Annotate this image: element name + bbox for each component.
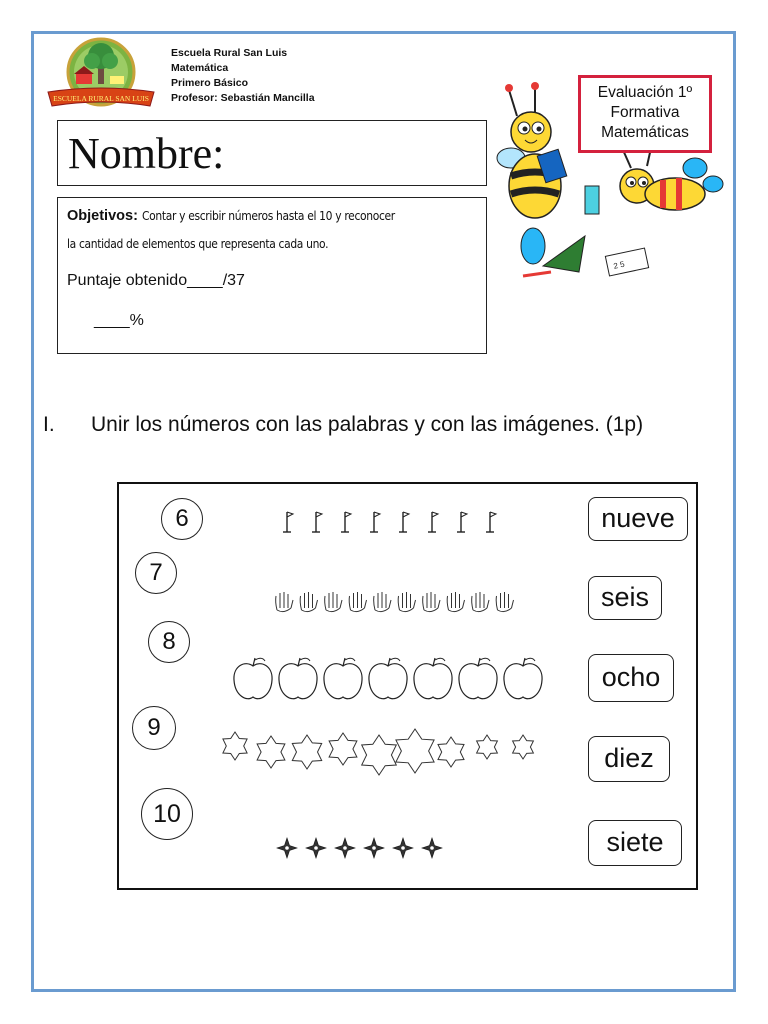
apple-icon [414,658,452,699]
sparkle-star-icon [422,838,442,858]
objectives-box [57,197,487,354]
flag-icon [399,512,409,532]
number-circle-6[interactable]: 6 [161,498,203,540]
sparkle-star-icon [277,838,297,858]
apple-icon [279,658,317,699]
hand-icon [496,592,513,612]
school-info [171,46,315,106]
hand-icon [276,592,293,612]
flag-icon [370,512,380,532]
star-icon [362,735,397,775]
sparkle-star-icon [306,838,326,858]
sparkle-star-icon [393,838,413,858]
hand-icon [398,592,415,612]
sparkle-star-icon [335,838,355,858]
number-circle-9[interactable]: 9 [132,706,176,750]
word-box-seis[interactable]: seis [588,576,662,620]
number-circle-7[interactable]: 7 [135,552,177,594]
flag-icon [486,512,496,532]
hand-icon [300,592,317,612]
objectives-text-line1: Contar y escribir números hasta el 10 y reconocer [141,208,395,223]
number-circle-10[interactable]: 10 [141,788,193,840]
flag-icon [312,512,322,532]
word-box-ocho[interactable]: ocho [588,654,674,702]
apple-icon [504,658,542,699]
flag-icon [283,512,293,532]
hand-icon [447,592,464,612]
objectives-text-line2: la cantidad de elementos que representa cada uno. [67,236,329,251]
name-label: Nombre: [68,129,225,178]
star-icon [257,736,285,768]
evaluation-sign [578,75,712,153]
section-number: I. [43,413,55,436]
star-icon [292,735,321,769]
flag-icon [341,512,351,532]
hand-icon [325,592,342,612]
apple-icon [369,658,407,699]
star-icon [513,735,534,759]
word-box-diez[interactable]: diez [588,736,670,782]
number-circle-8[interactable]: 8 [148,621,190,663]
hand-icon [349,592,366,612]
hand-icon [472,592,489,612]
sparkle-star-icon [364,838,384,858]
grade-level: Primero Básico [171,77,249,89]
star-icon [329,733,357,765]
score-line[interactable]: Puntaje obtenido____/37 [67,272,245,289]
evaluation-sign-line1: Evaluación 1º [597,84,693,101]
flag-icon [428,512,438,532]
hand-icon [374,592,391,612]
evaluation-sign-line2: Formativa [610,104,680,121]
star-icon [477,735,498,759]
subject-name: Matemática [171,62,229,74]
picture-rows [119,484,696,888]
flag-icon [457,512,467,532]
apple-icon [459,658,497,699]
svg-text:2 5: 2 5 [612,259,626,271]
star-icon [223,732,247,760]
star-icon [396,729,434,773]
school-name: Escuela Rural San Luis [171,47,288,59]
svg-text:ESCUELA RURAL SAN LUIS: ESCUELA RURAL SAN LUIS [53,94,149,103]
word-box-siete[interactable]: siete [588,820,682,866]
word-box-nueve[interactable]: nueve [588,497,688,541]
matching-exercise [117,482,698,890]
apple-icon [324,658,362,699]
hand-icon [423,592,440,612]
evaluation-sign-line3: Matemáticas [601,124,689,141]
school-logo [46,36,156,112]
objectives-label: Objetivos: [67,208,138,224]
section-instruction: Unir los números con las palabras y con las imágenes. (1p) [91,413,644,436]
percent-line[interactable]: ____% [94,312,144,329]
apple-icon [234,658,272,699]
teacher-name: Profesor: Sebastián Mancilla [171,92,315,104]
star-icon [438,737,464,767]
name-field[interactable] [57,120,487,186]
